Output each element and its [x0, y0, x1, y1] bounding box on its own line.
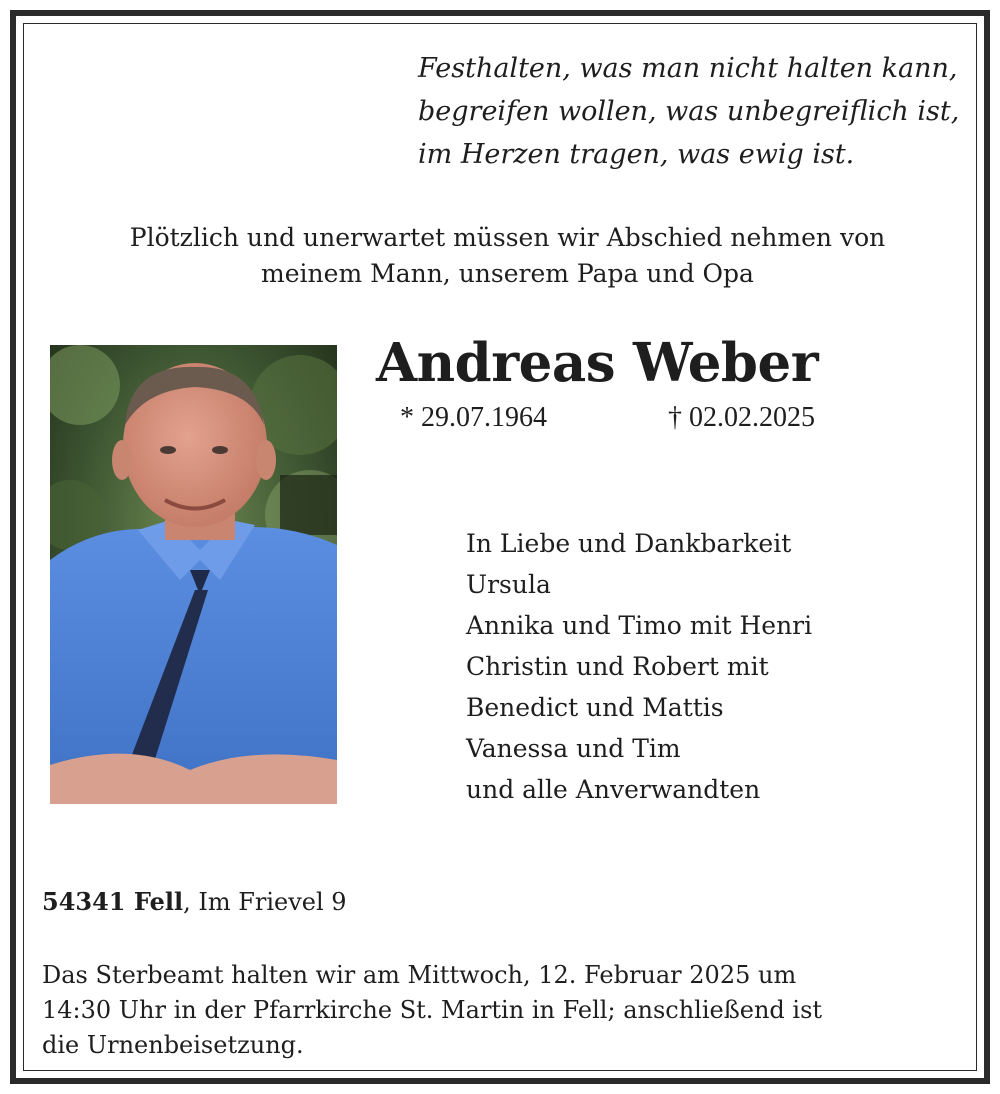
- portrait-illustration: [50, 345, 337, 804]
- address-city: 54341 Fell: [42, 887, 184, 916]
- intro-line: Plötzlich und unerwartet müssen wir Abschied nehmen von: [129, 223, 886, 252]
- service-line: Das Sterbeamt halten wir am Mittwoch, 12. Februar 2025 um: [42, 961, 797, 989]
- service-line: die Urnenbeisetzung.: [42, 1031, 304, 1059]
- poem-line: begreifen wollen, was unbegreiflich ist,: [418, 96, 960, 127]
- family-address: [42, 887, 347, 916]
- service-line: 14:30 Uhr in der Pfarrkirche St. Martin in Fell; anschließend ist: [42, 996, 823, 1024]
- intro-text: [40, 220, 975, 292]
- family-line: und alle Anverwandten: [466, 775, 761, 804]
- intro-line: meinem Mann, unserem Papa und Opa: [261, 259, 754, 288]
- family-line: Ursula: [466, 570, 551, 599]
- family-line: Vanessa und Tim: [466, 734, 681, 763]
- death-date: † 02.02.2025: [668, 402, 815, 433]
- family-line: Benedict und Mattis: [466, 693, 724, 722]
- poem-line: Festhalten, was man nicht halten kann,: [418, 53, 958, 84]
- poem-quote: [418, 47, 959, 176]
- birth-date: * 29.07.1964: [400, 402, 547, 433]
- family-line: Christin und Robert mit: [466, 652, 769, 681]
- funeral-service-info: [42, 958, 962, 1063]
- family-line: Annika und Timo mit Henri: [466, 611, 813, 640]
- address-street: , Im Frievel 9: [183, 888, 347, 916]
- deceased-name: Andreas Weber: [376, 332, 819, 394]
- family-signatures: [466, 523, 812, 810]
- poem-line: im Herzen tragen, was ewig ist.: [418, 139, 855, 170]
- family-line: In Liebe und Dankbarkeit: [466, 529, 792, 558]
- portrait-photo: [50, 345, 337, 804]
